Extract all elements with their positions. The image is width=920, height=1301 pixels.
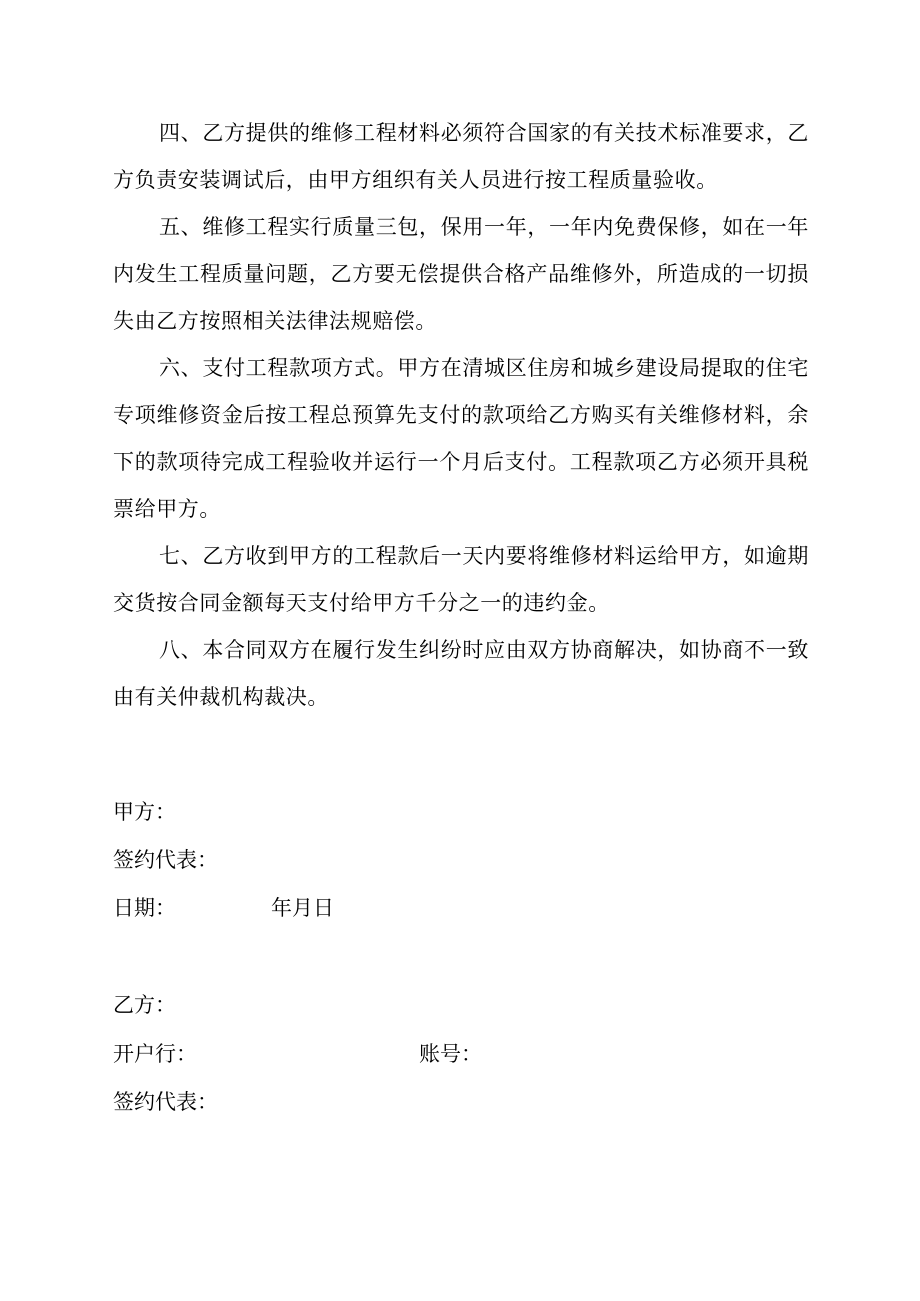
clause-4: 四、乙方提供的维修工程材料必须符合国家的有关技术标准要求，乙方负责安装调试后，由甲方组织有关人员进行按工程质量验收。 xyxy=(113,121,809,192)
party-b-account-label: 账号： xyxy=(419,1042,482,1066)
contract-clauses xyxy=(113,110,809,721)
party-b-bank-label: 开户行： xyxy=(113,1042,197,1066)
party-a-label: 甲方： xyxy=(113,800,176,824)
party-a-representative-label: 签约代表： xyxy=(113,848,218,872)
party-a-date-label: 日期： xyxy=(113,896,176,920)
clause-6: 六、支付工程款项方式。甲方在清城区住房和城乡建设局提取的住宅专项维修资金后按工程总预算先支付的款项给乙方购买有关维修材料，余下的款项待完成工程验收并运行一个月后支付。工程款项乙方必须开具税票给甲方。 xyxy=(113,356,809,521)
party-b-label: 乙方： xyxy=(113,993,176,1017)
party-b-representative-label: 签约代表： xyxy=(113,1090,218,1114)
clause-7: 七、乙方收到甲方的工程款后一天内要将维修材料运给甲方，如逾期交货按合同金额每天支付给甲方千分之一的违约金。 xyxy=(113,544,809,615)
clause-8: 八、本合同双方在履行发生纠纷时应由双方协商解决，如协商不一致由有关仲裁机构裁决。 xyxy=(113,638,809,709)
party-a-date-value: 年月日 xyxy=(271,896,334,920)
clause-5: 五、维修工程实行质量三包，保用一年，一年内免费保修，如在一年内发生工程质量问题，乙方要无偿提供合格产品维修外，所造成的一切损失由乙方按照相关法律法规赔偿。 xyxy=(113,215,809,333)
